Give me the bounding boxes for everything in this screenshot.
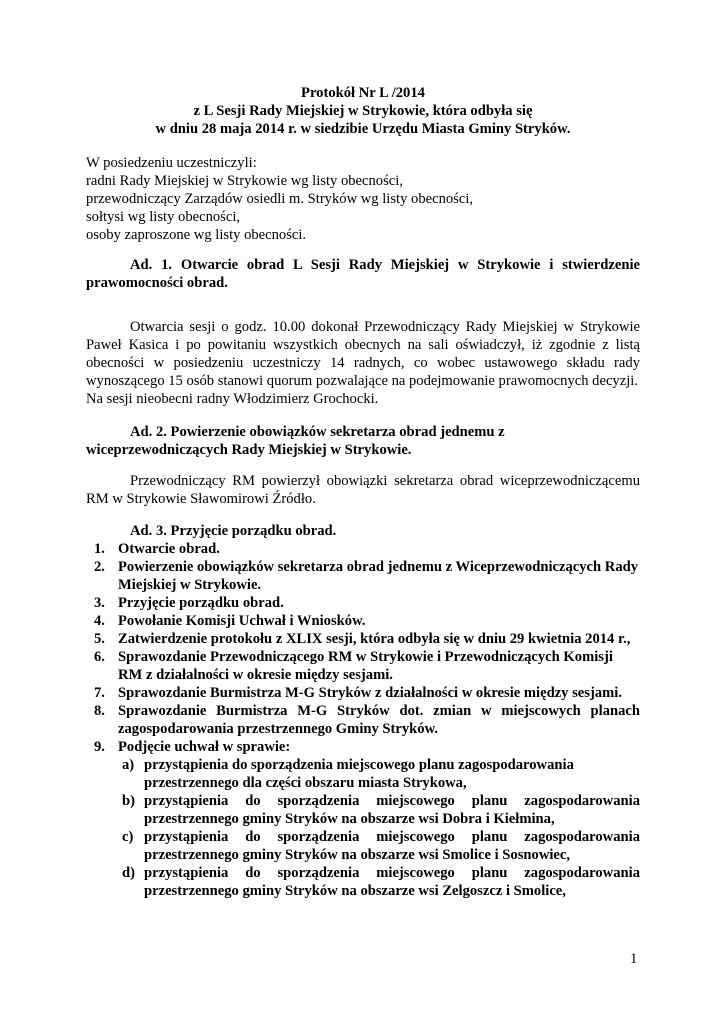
agenda-subitem <box>86 792 640 828</box>
ad1-note: Na sesji nieobecni radny Włodzimierz Grochocki. <box>86 391 379 407</box>
agenda-item-number: 8. <box>94 703 105 719</box>
attendance-intro: W posiedzeniu uczestniczyli: <box>86 155 257 171</box>
agenda-item-text: Przyjęcie porządku obrad. <box>118 595 284 611</box>
agenda-item-number: 7. <box>94 685 105 701</box>
agenda-item-number: 1. <box>94 541 105 557</box>
agenda-item <box>86 594 640 612</box>
agenda-item-number: 4. <box>94 613 105 629</box>
agenda-item-text: Sprawozdanie Burmistrza M-G Stryków dot. zmian w miejscowych planach zagospodarowania przestrzennego Gminy Stryków. <box>118 703 640 737</box>
agenda-item-text: Podjęcie uchwał w sprawie: <box>118 739 291 755</box>
ad2-section <box>86 423 640 459</box>
attendance-section <box>86 154 640 244</box>
agenda-item-text: Powierzenie obowiązków sekretarza obrad jednemu z Wiceprzewodniczących Rady Miejskiej w Strykowie. <box>118 559 639 593</box>
agenda-item-text: Sprawozdanie Przewodniczącego RM w Strykowie i Przewodniczących Komisji RM z działalności w okresie między sesjami. <box>118 649 613 683</box>
ad2-heading: Ad. 2. Powierzenie obowiązków sekretarza obrad jednemu z wiceprzewodniczących Rady Miejskiej w Strykowie. <box>86 424 505 458</box>
document-title <box>86 84 640 138</box>
agenda-item <box>86 612 640 630</box>
ad2-body-block <box>86 472 640 508</box>
agenda-subitem-letter: c) <box>122 829 134 845</box>
agenda-item-number: 3. <box>94 595 105 611</box>
attendance-item: radni Rady Miejskiej w Strykowie wg listy obecności, <box>86 173 403 189</box>
agenda-item <box>86 630 640 648</box>
agenda-item <box>86 702 640 738</box>
agenda-item-number: 9. <box>94 739 105 755</box>
ad2-body: Przewodniczący RM powierzył obowiązki sekretarza obrad wiceprzewodniczącemu RM w Strykowie Sławomirowi Źródło. <box>86 473 640 507</box>
agenda-item-text: Otwarcie obrad. <box>118 541 220 557</box>
ad1-heading: Ad. 1. Otwarcie obrad L Sesji Rady Miejskiej w Strykowie i stwierdzenie prawomocności obrad. <box>86 257 640 291</box>
ad3-heading: Ad. 3. Przyjęcie porządku obrad. <box>130 523 337 539</box>
page-number: 1 <box>630 951 638 967</box>
agenda-subitem-letter: d) <box>122 865 135 881</box>
agenda-item-text: Zatwierdzenie protokołu z XLIX sesji, która odbyła się w dniu 29 kwietnia 2014 r., <box>118 631 631 647</box>
ad1-body: Otwarcia sesji o godz. 10.00 dokonał Przewodniczący Rady Miejskiej w Strykowie Paweł Kasica i po powitaniu wszystkich obecnych na sali oświadczył, iż zgodnie z listą obecności w posiedzeniu uczestniczy 14 radnych, co wobec ustawowego składu rady wynoszącego 15 osób stanowi quorum pozwalające na podejmowanie prawomocnych decyzji. <box>86 319 640 389</box>
title-line-2: z L Sesji Rady Miejskiej w Strykowie, która odbyła się <box>193 103 533 119</box>
ad3-heading-block <box>86 522 640 540</box>
agenda-item <box>86 684 640 702</box>
title-line-1: Protokół Nr L /2014 <box>301 85 425 101</box>
agenda-item <box>86 738 640 756</box>
attendance-item: przewodniczący Zarządów osiedli m. Stryków wg listy obecności, <box>86 191 474 207</box>
agenda-item-number: 5. <box>94 631 105 647</box>
agenda-item <box>86 540 640 558</box>
agenda-subitem-text: przystąpienia do sporządzenia miejscowego planu zagospodarowania przestrzennego gminy Stryków na obszarze wsi Smolice i Sosnowiec, <box>144 829 640 863</box>
agenda-subitem-text: przystąpienia do sporządzenia miejscowego planu zagospodarowania przestrzennego gminy Stryków na obszarze wsi Dobra i Kiełmina, <box>144 793 640 827</box>
agenda-subitem-text: przystąpienia do sporządzenia miejscowego planu zagospodarowania przestrzennego gminy Stryków na obszarze wsi Zelgoszcz i Smolice, <box>144 865 640 899</box>
agenda-item-number: 6. <box>94 649 105 665</box>
agenda-item-text: Sprawozdanie Burmistrza M-G Stryków z działalności w okresie między sesjami. <box>118 685 622 701</box>
agenda-item <box>86 648 640 684</box>
attendance-item: sołtysi wg listy obecności, <box>86 209 241 225</box>
agenda-list <box>86 540 640 900</box>
agenda-item-number: 2. <box>94 559 105 575</box>
agenda-subitem <box>86 864 640 900</box>
ad1-body-block <box>86 318 640 408</box>
agenda-item-text: Powołanie Komisji Uchwał i Wniosków. <box>118 613 366 629</box>
agenda-subitem-letter: a) <box>122 757 135 773</box>
agenda-subitem <box>86 756 640 792</box>
agenda-subitem <box>86 828 640 864</box>
title-line-3: w dniu 28 maja 2014 r. w siedzibie Urzędu Miasta Gminy Stryków. <box>155 121 571 137</box>
agenda-subitem-text: przystąpienia do sporządzenia miejscowego planu zagospodarowania przestrzennego dla części obszaru miasta Strykowa, <box>144 757 574 791</box>
ad1-section <box>86 256 640 292</box>
attendance-item: osoby zaproszone wg listy obecności. <box>86 227 307 243</box>
agenda-subitem-letter: b) <box>122 793 135 809</box>
agenda-item <box>86 558 640 594</box>
